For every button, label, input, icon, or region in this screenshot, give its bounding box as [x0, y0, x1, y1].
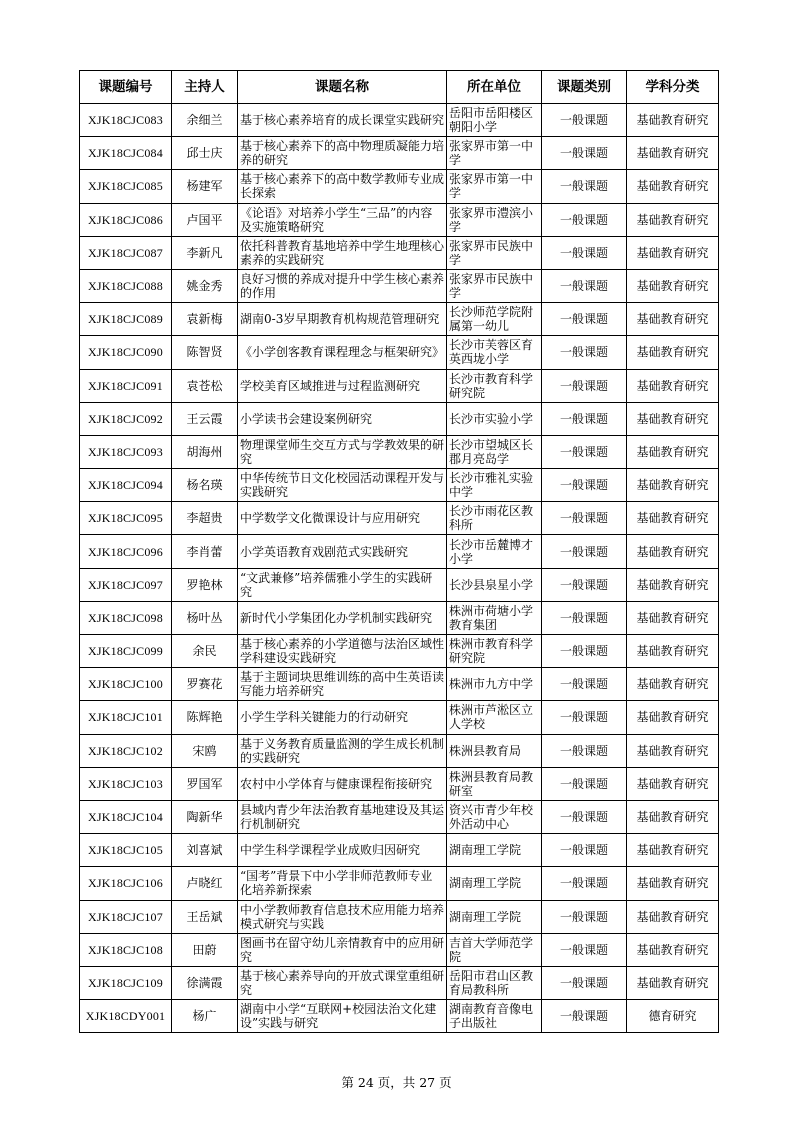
table-row	[80, 734, 719, 767]
table-row	[80, 435, 719, 468]
cell-host: 王岳斌	[172, 900, 238, 933]
table-row	[80, 701, 719, 734]
cell-unit: 长沙市雨花区教科所	[447, 502, 542, 535]
cell-category: 基础教育研究	[627, 966, 719, 999]
cell-code: XJK18CJC106	[80, 867, 172, 900]
cell-unit: 株洲市芦淞区立人学校	[447, 701, 542, 734]
cell-unit: 长沙市实验小学	[447, 402, 542, 435]
cell-type: 一般课题	[542, 402, 627, 435]
cell-category: 基础教育研究	[627, 137, 719, 170]
cell-code: XJK18CJC083	[80, 104, 172, 137]
cell-title: 依托科普教育基地培养中学生地理核心素养的实践研究	[238, 236, 447, 269]
table-row	[80, 800, 719, 833]
cell-type: 一般课题	[542, 701, 627, 734]
header-title: 课题名称	[238, 71, 447, 104]
cell-title: 小学英语教育戏剧范式实践研究	[238, 535, 447, 568]
cell-code: XJK18CJC102	[80, 734, 172, 767]
cell-type: 一般课题	[542, 269, 627, 302]
cell-unit: 湖南理工学院	[447, 867, 542, 900]
cell-type: 一般课题	[542, 435, 627, 468]
cell-code: XJK18CJC090	[80, 336, 172, 369]
cell-category: 基础教育研究	[627, 734, 719, 767]
cell-unit: 长沙县泉星小学	[447, 568, 542, 601]
header-code: 课题编号	[80, 71, 172, 104]
cell-host: 姚金秀	[172, 269, 238, 302]
cell-unit: 张家界市民族中学	[447, 236, 542, 269]
header-type: 课题类别	[542, 71, 627, 104]
cell-category: 基础教育研究	[627, 668, 719, 701]
cell-category: 基础教育研究	[627, 900, 719, 933]
cell-type: 一般课题	[542, 734, 627, 767]
cell-title: 中华传统节日文化校园活动课程开发与实践研究	[238, 469, 447, 502]
cell-category: 基础教育研究	[627, 435, 719, 468]
cell-title: 《论语》对培养小学生“三品”的内容及实施策略研究	[238, 203, 447, 236]
cell-host: 杨建军	[172, 170, 238, 203]
cell-code: XJK18CJC091	[80, 369, 172, 402]
cell-type: 一般课题	[542, 303, 627, 336]
cell-title: 县域内青少年法治教育基地建设及其运行机制研究	[238, 800, 447, 833]
cell-category: 基础教育研究	[627, 303, 719, 336]
table-row	[80, 900, 719, 933]
cell-type: 一般课题	[542, 867, 627, 900]
cell-code: XJK18CJC097	[80, 568, 172, 601]
cell-code: XJK18CJC088	[80, 269, 172, 302]
cell-category: 基础教育研究	[627, 767, 719, 800]
table-row	[80, 834, 719, 867]
cell-unit: 资兴市青少年校外活动中心	[447, 800, 542, 833]
cell-category: 基础教育研究	[627, 469, 719, 502]
cell-unit: 岳阳市岳阳楼区朝阳小学	[447, 104, 542, 137]
cell-title: 基于核心素养培育的成长课堂实践研究	[238, 104, 447, 137]
table-row	[80, 104, 719, 137]
cell-title: 学校美育区域推进与过程监测研究	[238, 369, 447, 402]
cell-type: 一般课题	[542, 767, 627, 800]
table-row	[80, 303, 719, 336]
cell-type: 一般课题	[542, 900, 627, 933]
cell-title: 基于核心素养下的高中物理质凝能力培养的研究	[238, 137, 447, 170]
cell-category: 基础教育研究	[627, 269, 719, 302]
cell-category: 基础教育研究	[627, 170, 719, 203]
table-row	[80, 767, 719, 800]
cell-category: 基础教育研究	[627, 568, 719, 601]
table-row	[80, 966, 719, 999]
cell-unit: 长沙市教育科学研究院	[447, 369, 542, 402]
table-row	[80, 933, 719, 966]
cell-category: 基础教育研究	[627, 502, 719, 535]
cell-code: XJK18CJC109	[80, 966, 172, 999]
cell-code: XJK18CJC087	[80, 236, 172, 269]
header-unit: 所在单位	[447, 71, 542, 104]
cell-type: 一般课题	[542, 834, 627, 867]
cell-host: 杨广	[172, 1000, 238, 1033]
cell-unit: 长沙市岳麓博才小学	[447, 535, 542, 568]
cell-category: 德育研究	[627, 1000, 719, 1033]
table-row	[80, 369, 719, 402]
cell-code: XJK18CJC095	[80, 502, 172, 535]
cell-code: XJK18CJC103	[80, 767, 172, 800]
cell-unit: 长沙师范学院附属第一幼儿	[447, 303, 542, 336]
cell-code: XJK18CJC104	[80, 800, 172, 833]
cell-title: 基于主题词块思维训练的高中生英语读写能力培养研究	[238, 668, 447, 701]
cell-host: 罗艳林	[172, 568, 238, 601]
cell-category: 基础教育研究	[627, 933, 719, 966]
cell-unit: 株洲市荷塘小学教育集团	[447, 601, 542, 634]
header-host: 主持人	[172, 71, 238, 104]
cell-category: 基础教育研究	[627, 104, 719, 137]
cell-category: 基础教育研究	[627, 203, 719, 236]
cell-host: 李肖蕾	[172, 535, 238, 568]
cell-code: XJK18CJC099	[80, 635, 172, 668]
cell-title: 小学生学科关键能力的行动研究	[238, 701, 447, 734]
cell-category: 基础教育研究	[627, 601, 719, 634]
cell-unit: 湖南教育音像电子出版社	[447, 1000, 542, 1033]
cell-title: 基于核心素养的小学道德与法治区域性学科建设实践研究	[238, 635, 447, 668]
cell-type: 一般课题	[542, 1000, 627, 1033]
cell-category: 基础教育研究	[627, 800, 719, 833]
cell-host: 余民	[172, 635, 238, 668]
cell-code: XJK18CJC096	[80, 535, 172, 568]
cell-type: 一般课题	[542, 336, 627, 369]
cell-type: 一般课题	[542, 203, 627, 236]
cell-host: 王云霞	[172, 402, 238, 435]
header-category: 学科分类	[627, 71, 719, 104]
cell-title: 新时代小学集团化办学机制实践研究	[238, 601, 447, 634]
table-row	[80, 668, 719, 701]
cell-host: 罗赛花	[172, 668, 238, 701]
cell-host: 杨名瑛	[172, 469, 238, 502]
cell-type: 一般课题	[542, 369, 627, 402]
cell-type: 一般课题	[542, 601, 627, 634]
cell-title: “文武兼修”培养儒雅小学生的实践研究	[238, 568, 447, 601]
cell-code: XJK18CJC085	[80, 170, 172, 203]
cell-code: XJK18CJC089	[80, 303, 172, 336]
cell-title: 中学数学文化微课设计与应用研究	[238, 502, 447, 535]
cell-code: XJK18CJC098	[80, 601, 172, 634]
cell-host: 李新凡	[172, 236, 238, 269]
cell-host: 袁苍松	[172, 369, 238, 402]
cell-host: 卢国平	[172, 203, 238, 236]
cell-type: 一般课题	[542, 137, 627, 170]
header-row	[80, 71, 719, 104]
cell-host: 陈辉艳	[172, 701, 238, 734]
cell-host: 罗国军	[172, 767, 238, 800]
cell-category: 基础教育研究	[627, 834, 719, 867]
cell-title: 基于核心素养导向的开放式课堂重组研究	[238, 966, 447, 999]
cell-code: XJK18CJC108	[80, 933, 172, 966]
table-row	[80, 1000, 719, 1033]
cell-type: 一般课题	[542, 502, 627, 535]
cell-title: 农村中小学体育与健康课程衔接研究	[238, 767, 447, 800]
cell-title: 中小学教师教育信息技术应用能力培养模式研究与实践	[238, 900, 447, 933]
project-table	[79, 70, 719, 1033]
table-row	[80, 203, 719, 236]
table-row	[80, 568, 719, 601]
cell-unit: 张家界市第一中学	[447, 170, 542, 203]
cell-code: XJK18CJC105	[80, 834, 172, 867]
cell-code: XJK18CJC094	[80, 469, 172, 502]
cell-type: 一般课题	[542, 933, 627, 966]
cell-host: 邱士庆	[172, 137, 238, 170]
table-row	[80, 469, 719, 502]
cell-unit: 张家界市第一中学	[447, 137, 542, 170]
cell-category: 基础教育研究	[627, 236, 719, 269]
cell-code: XJK18CJC107	[80, 900, 172, 933]
cell-code: XJK18CJC084	[80, 137, 172, 170]
cell-code: XJK18CJC100	[80, 668, 172, 701]
cell-type: 一般课题	[542, 104, 627, 137]
cell-title: 《小学创客教育课程理念与框架研究》	[238, 336, 447, 369]
table-row	[80, 336, 719, 369]
table-row	[80, 635, 719, 668]
cell-host: 陈智贤	[172, 336, 238, 369]
cell-type: 一般课题	[542, 469, 627, 502]
cell-code: XJK18CJC101	[80, 701, 172, 734]
cell-title: 中学生科学课程学业成败归因研究	[238, 834, 447, 867]
table-row	[80, 535, 719, 568]
table-row	[80, 236, 719, 269]
cell-type: 一般课题	[542, 568, 627, 601]
cell-type: 一般课题	[542, 170, 627, 203]
table-row	[80, 137, 719, 170]
cell-unit: 长沙市雅礼实验中学	[447, 469, 542, 502]
cell-type: 一般课题	[542, 966, 627, 999]
cell-type: 一般课题	[542, 668, 627, 701]
cell-host: 刘喜斌	[172, 834, 238, 867]
cell-host: 卢晓红	[172, 867, 238, 900]
cell-host: 袁新梅	[172, 303, 238, 336]
cell-host: 宋鸥	[172, 734, 238, 767]
cell-host: 田蔚	[172, 933, 238, 966]
cell-unit: 张家界市民族中学	[447, 269, 542, 302]
cell-category: 基础教育研究	[627, 535, 719, 568]
cell-code: XJK18CJC086	[80, 203, 172, 236]
cell-host: 胡海州	[172, 435, 238, 468]
cell-host: 余细兰	[172, 104, 238, 137]
table-row	[80, 867, 719, 900]
table-row	[80, 269, 719, 302]
cell-code: XJK18CJC092	[80, 402, 172, 435]
cell-unit: 株洲县教育局教研室	[447, 767, 542, 800]
cell-category: 基础教育研究	[627, 635, 719, 668]
cell-unit: 株洲市九方中学	[447, 668, 542, 701]
page-footer: 第 24 页，共 27 页	[341, 1075, 452, 1090]
cell-category: 基础教育研究	[627, 867, 719, 900]
cell-category: 基础教育研究	[627, 369, 719, 402]
cell-code: XJK18CDY001	[80, 1000, 172, 1033]
cell-host: 徐满霞	[172, 966, 238, 999]
cell-category: 基础教育研究	[627, 701, 719, 734]
cell-unit: 长沙市望城区长郡月亮岛学	[447, 435, 542, 468]
cell-unit: 株洲市教育科学研究院	[447, 635, 542, 668]
cell-unit: 株洲县教育局	[447, 734, 542, 767]
cell-title: 基于义务教育质量监测的学生成长机制的实践研究	[238, 734, 447, 767]
cell-type: 一般课题	[542, 236, 627, 269]
cell-type: 一般课题	[542, 535, 627, 568]
cell-category: 基础教育研究	[627, 336, 719, 369]
cell-unit: 长沙市芙蓉区育英西垅小学	[447, 336, 542, 369]
cell-title: 基于核心素养下的高中数学教师专业成长探索	[238, 170, 447, 203]
cell-category: 基础教育研究	[627, 402, 719, 435]
cell-host: 陶新华	[172, 800, 238, 833]
cell-code: XJK18CJC093	[80, 435, 172, 468]
cell-host: 李超贵	[172, 502, 238, 535]
cell-title: 物理课堂师生交互方式与学教效果的研究	[238, 435, 447, 468]
cell-unit: 吉首大学师范学院	[447, 933, 542, 966]
cell-type: 一般课题	[542, 635, 627, 668]
table-row	[80, 402, 719, 435]
cell-host: 杨叶丛	[172, 601, 238, 634]
cell-title: 湖南中小学“互联网+校园法治文化建设”实践与研究	[238, 1000, 447, 1033]
cell-unit: 岳阳市君山区教育局教科所	[447, 966, 542, 999]
cell-unit: 张家界市澧滨小学	[447, 203, 542, 236]
cell-unit: 湖南理工学院	[447, 900, 542, 933]
cell-title: “国考”背景下中小学非师范教师专业化培养新探索	[238, 867, 447, 900]
cell-title: 湖南0-3岁早期教育机构规范管理研究	[238, 303, 447, 336]
cell-title: 良好习惯的养成对提升中学生核心素养的作用	[238, 269, 447, 302]
table-row	[80, 601, 719, 634]
table-row	[80, 502, 719, 535]
cell-title: 图画书在留守幼儿亲情教育中的应用研究	[238, 933, 447, 966]
cell-unit: 湖南理工学院	[447, 834, 542, 867]
table-row	[80, 170, 719, 203]
cell-type: 一般课题	[542, 800, 627, 833]
cell-title: 小学读书会建设案例研究	[238, 402, 447, 435]
